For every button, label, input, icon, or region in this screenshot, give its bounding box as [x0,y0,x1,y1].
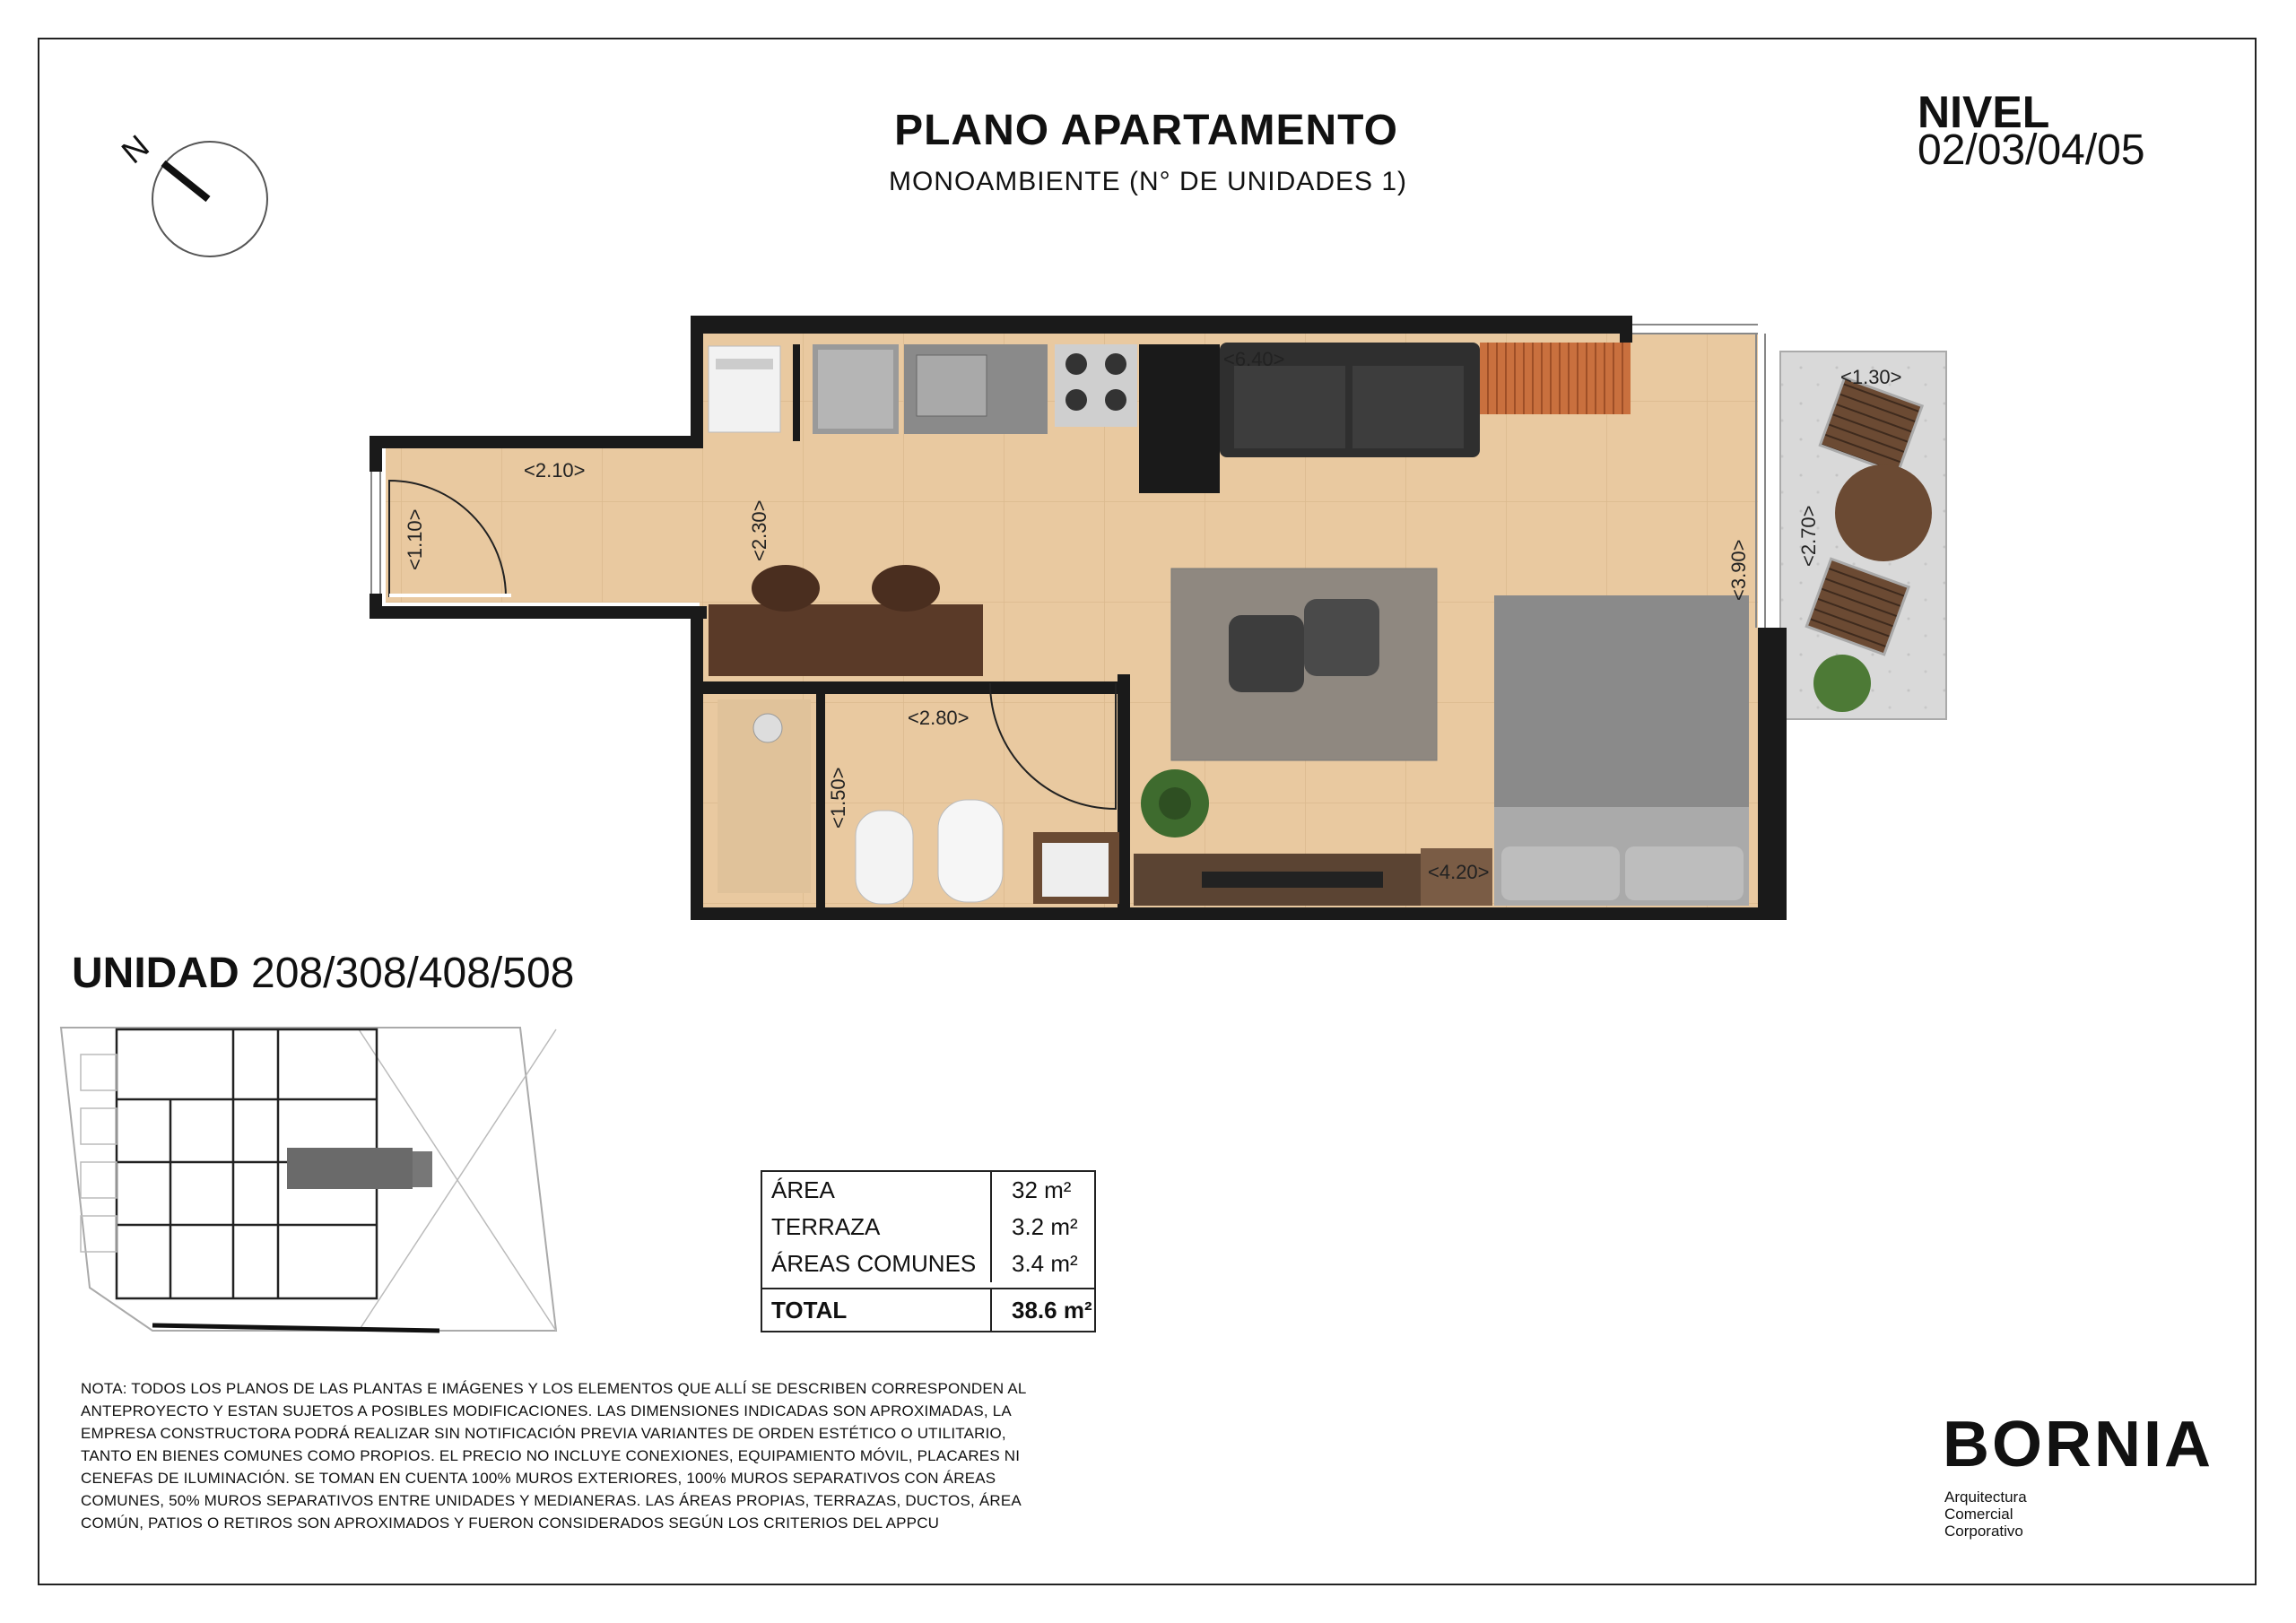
dimension-label: <1.50> [827,767,849,829]
dimension-label: <2.10> [524,459,586,482]
dining-bar [709,604,983,676]
total-value: 38.6 m² [1012,1296,1092,1324]
disclaimer-note: NOTA: TODOS LOS PLANOS DE LAS PLANTAS E IMÁGENES Y LOS ELEMENTOS QUE ALLÍ SE DESCRIBEN CORRESPONDEN AL ANTEPROYECTO Y ESTAN SUJETOS A POSIBLES MODIFICACIONES. LAS DIMENSIONES INDICADAS SON APROXIMADAS, LA EMPRESA CONSTRUCTORA PODRÁ REALIZAR SIN NOTIFICACIÓN PREVIA VARIANTES DE ORDEN ESTÉTICO O UTILITARIO, TANTO EN BIENES COMUNES COMO PROPIOS. EL PRECIO NO INCLUYE CONEXIONES, EQUIPAMIENTO MÓVIL, PLACARES NI CENEFAS DE ILUMINACIÓN. SE TOMAN EN CUENTA 100% MUROS EXTERIORES, 100% MUROS SEPARATIVOS CON ÁREAS COMUNES, 50% MUROS SEPARATIVOS ENTRE UNIDADES Y MEDIANERAS. LAS ÁREAS PROPIAS, TERRAZAS, DUCTOS, ÁREA COMÚN, PATIOS O RETIROS SON APROXIMADOS Y FUERON CONSIDERADOS SEGÚN LOS CRITERIOS DEL APPCU [81,1380,1026,1532]
table-row [762,1209,1094,1245]
page-title: PLANO APARTAMENTO [894,107,1398,154]
brand-logo: BORNIA [1943,1409,2213,1480]
highlighted-unit [287,1148,413,1189]
pouf [1229,615,1304,692]
table-row [762,1245,1094,1282]
dimension-label: <2.70> [1797,505,1820,567]
tagline-line: Corporativo [1944,1523,2023,1540]
nivel-label: NIVEL [1918,87,2050,137]
dimension-label: <1.10> [404,508,426,570]
table-total-row [762,1288,1094,1331]
brand-tagline [1944,1488,2027,1540]
deck-strip [1480,343,1631,414]
north-label: N [114,127,156,171]
row-label: ÁREA [762,1172,992,1209]
dimension-label: <2.30> [748,499,770,561]
cooktop [1055,344,1137,427]
nivel-value: 02/03/04/05 [1918,126,2145,174]
bidet [856,811,913,904]
table-row [762,1172,1094,1209]
terrace-table [1835,464,1932,561]
row-value: 3.4 m² [1012,1250,1078,1277]
row-label: ÁREAS COMUNES [762,1245,992,1282]
total-label: TOTAL [762,1289,992,1331]
pouf [1304,599,1379,676]
row-value: 3.2 m² [1012,1213,1078,1240]
terrace-plant [1813,655,1871,712]
dimension-label: <1.30> [1840,366,1902,388]
areas-table [761,1170,1096,1332]
dimension-label: <6.40> [1223,348,1285,370]
page-subtitle: MONOAMBIENTE (N° DE UNIDADES 1) [888,167,1408,196]
dimension-label: <2.80> [908,707,970,729]
key-plan [54,1019,574,1341]
unit-label: UNIDAD [72,950,239,997]
row-value: 32 m² [1012,1176,1072,1203]
row-label: TERRAZA [762,1209,992,1245]
dimension-label: <4.20> [1428,861,1490,883]
unit-numbers: 208/308/408/508 [251,950,575,997]
toilet [938,800,1003,902]
unit-title [72,949,574,998]
tagline-line: Comercial [1944,1506,2013,1523]
dimension-label: <3.90> [1727,539,1750,601]
tagline-line: Arquitectura [1944,1488,2027,1506]
